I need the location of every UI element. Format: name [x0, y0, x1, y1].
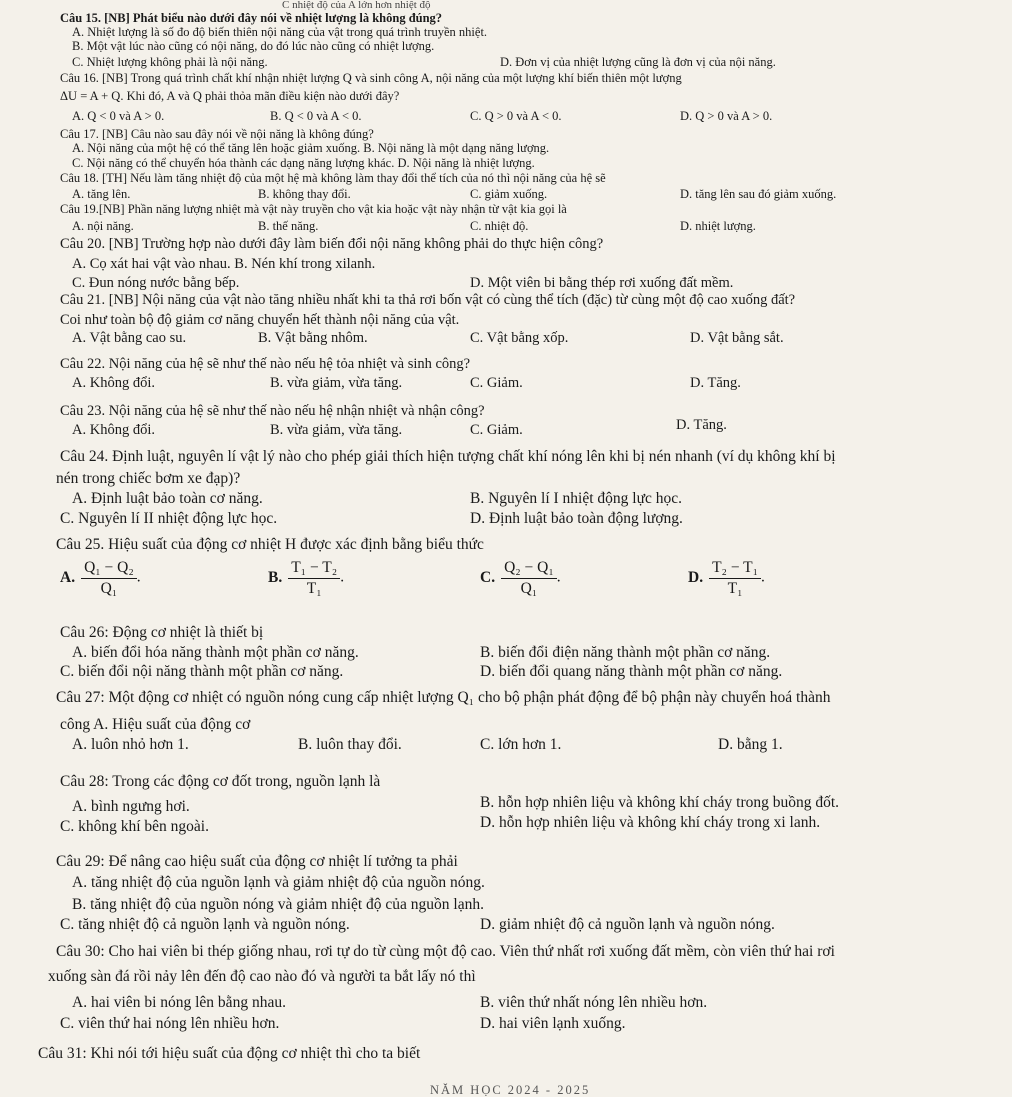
q20-option-c: C. Đun nóng nước bằng bếp. — [72, 275, 240, 291]
q25-stem: Câu 25. Hiệu suất của động cơ nhiệt H được xác định bằng biểu thức — [56, 536, 484, 553]
q21-option-b: B. Vật bằng nhôm. — [258, 330, 368, 346]
q16-option-c: C. Q > 0 và A < 0. — [470, 109, 562, 123]
q27-stem-1: Câu 27: Một động cơ nhiệt có nguồn nóng cung cấp nhiệt lượng Q₁ cho bộ phận phát động để bộ phận này chuyển hoá thành — [56, 689, 831, 706]
q18-option-d: D. tăng lên sau đó giảm xuống. — [680, 187, 837, 201]
q30-option-a: A. hai viên bi nóng lên bằng nhau. — [72, 994, 286, 1011]
q26-option-b: B. biến đổi điện năng thành một phần cơ năng. — [480, 644, 771, 661]
q19-option-a: A. nội năng. — [72, 219, 134, 233]
q25-d-fraction — [709, 560, 761, 596]
q26-option-c: C. biến đổi nội năng thành một phần cơ năng. — [60, 663, 344, 680]
q26-stem: Câu 26: Động cơ nhiệt là thiết bị — [60, 624, 264, 641]
q17-options-ab: A. Nội năng của một hệ có thể tăng lên hoặc giảm xuống. B. Nội năng là một dạng năng lượng. — [72, 141, 550, 155]
q25-b-dot: . — [340, 568, 345, 586]
q28-option-d: D. hỗn hợp nhiên liệu và không khí cháy trong xi lanh. — [480, 814, 821, 831]
q22-option-b: B. vừa giảm, vừa tăng. — [270, 375, 403, 391]
q25-a-numerator: Q₁ − Q₂ — [81, 560, 137, 579]
q25-a-dot: . — [136, 568, 141, 586]
q23-option-c: C. Giảm. — [470, 422, 523, 438]
q22-option-c: C. Giảm. — [470, 375, 523, 391]
q24-option-d: D. Định luật bảo toàn động lượng. — [470, 510, 683, 527]
q20-options-ab: A. Cọ xát hai vật vào nhau. B. Nén khí trong xilanh. — [72, 256, 376, 272]
q25-a-fraction — [81, 560, 137, 596]
q23-option-a: A. Không đổi. — [72, 422, 155, 438]
q29-option-d: D. giảm nhiệt độ cả nguồn lạnh và nguồn nóng. — [480, 916, 775, 933]
q24-option-b: B. Nguyên lí I nhiệt động lực học. — [470, 490, 683, 507]
q24-stem-2: nén trong chiếc bơm xe đạp)? — [56, 470, 241, 487]
q16-stem-1: Câu 16. [NB] Trong quá trình chất khí nhận nhiệt lượng Q và sinh công A, nội năng của một lượng khí biến thiên một lượng — [60, 71, 682, 85]
q23-stem: Câu 23. Nội năng của hệ sẽ như thế nào nếu hệ nhận nhiệt và nhận công? — [60, 403, 485, 419]
q25-b-label: B. — [268, 568, 283, 586]
q25-c-dot: . — [556, 568, 561, 586]
q18-option-a: A. tăng lên. — [72, 187, 131, 201]
q21-option-d: D. Vật bằng sắt. — [690, 330, 784, 346]
q21-stem-2: Coi như toàn bộ độ giảm cơ năng chuyển hết thành nội năng của vật. — [60, 312, 460, 328]
q15-stem: Câu 15. [NB] Phát biểu nào dưới đây nói về nhiệt lượng là không đúng? — [60, 11, 443, 25]
q25-b-denominator: T₁ — [306, 579, 322, 597]
q29-stem: Câu 29: Để nâng cao hiệu suất của động cơ nhiệt lí tưởng ta phải — [56, 853, 458, 870]
q30-stem-1: Câu 30: Cho hai viên bi thép giống nhau, rơi tự do từ cùng một độ cao. Viên thứ nhất rơi xuống đất mềm, còn viên thứ hai rơi — [56, 943, 835, 960]
q22-stem: Câu 22. Nội năng của hệ sẽ như thế nào nếu hệ tỏa nhiệt và sinh công? — [60, 356, 471, 372]
q25-c-label: C. — [480, 568, 496, 586]
q24-option-a: A. Định luật bảo toàn cơ năng. — [72, 490, 263, 507]
q28-option-b: B. hỗn hợp nhiên liệu và không khí cháy trong buồng đốt. — [480, 794, 840, 811]
q27-option-b: B. luôn thay đổi. — [298, 736, 402, 753]
q19-stem: Câu 19.[NB] Phần năng lượng nhiệt mà vật này truyền cho vật kia hoặc vật này nhận từ vật kia gọi là — [60, 202, 567, 216]
q19-option-d: D. nhiệt lượng. — [680, 219, 756, 233]
q16-option-d: D. Q > 0 và A > 0. — [680, 109, 773, 123]
q15-option-c: C. Nhiệt lượng không phải là nội năng. — [72, 55, 268, 69]
q16-option-b: B. Q < 0 và A < 0. — [270, 109, 362, 123]
q25-option-c — [480, 560, 561, 596]
q24-stem-1: Câu 24. Định luật, nguyên lí vật lý nào cho phép giải thích hiện tượng chất khí nóng lên khi bị nén nhanh (ví dụ không khí bị — [60, 448, 836, 465]
q25-a-label: A. — [60, 568, 76, 586]
q25-option-a — [60, 560, 141, 596]
q16-stem-2: ΔU = A + Q. Khi đó, A và Q phải thỏa mãn điều kiện nào dưới đây? — [60, 89, 400, 103]
q25-c-fraction — [501, 560, 557, 596]
q25-d-numerator: T₂ − T₁ — [709, 560, 761, 579]
q15-option-d: D. Đơn vị của nhiệt lượng cũng là đơn vị của nội năng. — [500, 55, 776, 69]
q31-stem: Câu 31: Khi nói tới hiệu suất của động cơ nhiệt thì cho ta biết — [38, 1045, 421, 1062]
q15-option-a: A. Nhiệt lượng là số đo độ biến thiên nội năng của vật trong quá trình truyền nhiệt. — [72, 25, 488, 39]
q30-option-d: D. hai viên lạnh xuống. — [480, 1015, 626, 1032]
q21-stem-1: Câu 21. [NB] Nội năng của vật nào tăng nhiều nhất khi ta thả rơi bốn vật có cùng thể tích (đặc) từ cùng một độ cao xuống đất? — [60, 292, 796, 308]
q27-option-d: D. bằng 1. — [718, 736, 783, 753]
top-fragment: C nhiệt độ của A lớn hơn nhiệt độ — [282, 0, 431, 11]
q27-stem-2: công A. Hiệu suất của động cơ — [60, 716, 251, 733]
q26-option-d: D. biến đổi quang năng thành một phần cơ năng. — [480, 663, 783, 680]
q25-option-d — [688, 560, 765, 596]
q18-option-c: C. giảm xuống. — [470, 187, 548, 201]
q30-stem-2: xuống sàn đá rồi nảy lên đến độ cao nào đó và người ta bắt lấy nó thì — [48, 968, 476, 985]
q25-b-fraction — [288, 560, 340, 596]
q29-option-c: C. tăng nhiệt độ cả nguồn lạnh và nguồn nóng. — [60, 916, 350, 933]
q28-option-c: C. không khí bên ngoài. — [60, 818, 209, 835]
q25-d-dot: . — [761, 568, 765, 586]
q18-option-b: B. không thay đổi. — [258, 187, 351, 201]
q21-option-a: A. Vật bằng cao su. — [72, 330, 187, 346]
q25-option-b — [268, 560, 344, 596]
q17-options-cd: C. Nội năng có thể chuyển hóa thành các dạng năng lượng khác. D. Nội năng là nhiệt lượng. — [72, 156, 535, 170]
q19-option-b: B. thế năng. — [258, 219, 319, 233]
q29-option-b: B. tăng nhiệt độ của nguồn nóng và giảm nhiệt độ của nguồn lạnh. — [72, 896, 484, 913]
q23-option-b: B. vừa giảm, vừa tăng. — [270, 422, 403, 438]
q17-stem: Câu 17. [NB] Câu nào sau đây nói về nội năng là không đúng? — [60, 127, 374, 141]
q28-stem: Câu 28: Trong các động cơ đốt trong, nguồn lạnh là — [60, 773, 381, 790]
footer-fragment: NĂM HỌC 2024 - 2025 — [430, 1083, 591, 1097]
q22-option-a: A. Không đổi. — [72, 375, 155, 391]
q25-b-numerator: T₁ − T₂ — [288, 560, 340, 579]
q18-stem: Câu 18. [TH] Nếu làm tăng nhiệt độ của một hệ mà không làm thay đổi thể tích của nó thì nội năng của hệ sẽ — [60, 171, 606, 185]
q30-option-c: C. viên thứ hai nóng lên nhiều hơn. — [60, 1015, 280, 1032]
q26-option-a: A. biến đổi hóa năng thành một phần cơ năng. — [72, 644, 359, 661]
q30-option-b: B. viên thứ nhất nóng lên nhiều hơn. — [480, 994, 708, 1011]
q20-stem: Câu 20. [NB] Trường hợp nào dưới đây làm biến đổi nội năng không phải do thực hiện công? — [60, 236, 604, 252]
q25-c-numerator: Q₂ − Q₁ — [501, 560, 557, 579]
q15-option-b: B. Một vật lúc nào cũng có nội năng, do đó lúc nào cũng có nhiệt lượng. — [72, 39, 435, 53]
q20-option-d: D. Một viên bi bằng thép rơi xuống đất mềm. — [470, 275, 734, 291]
q19-option-c: C. nhiệt độ. — [470, 219, 529, 233]
q24-option-c: C. Nguyên lí II nhiệt động lực học. — [60, 510, 278, 527]
q25-a-denominator: Q₁ — [100, 579, 118, 597]
q25-c-denominator: Q₁ — [520, 579, 538, 597]
q16-option-a: A. Q < 0 và A > 0. — [72, 109, 165, 123]
q22-option-d: D. Tăng. — [690, 375, 741, 391]
q25-d-label: D. — [688, 568, 704, 586]
q23-option-d: D. Tăng. — [676, 417, 727, 433]
q27-option-a: A. luôn nhỏ hơn 1. — [72, 736, 189, 753]
q29-option-a: A. tăng nhiệt độ của nguồn lạnh và giảm nhiệt độ của nguồn nóng. — [72, 874, 485, 891]
q25-d-denominator: T₁ — [727, 579, 743, 597]
q21-option-c: C. Vật bằng xốp. — [470, 330, 569, 346]
q28-option-a: A. bình ngưng hơi. — [72, 798, 190, 815]
q27-option-c: C. lớn hơn 1. — [480, 736, 562, 753]
